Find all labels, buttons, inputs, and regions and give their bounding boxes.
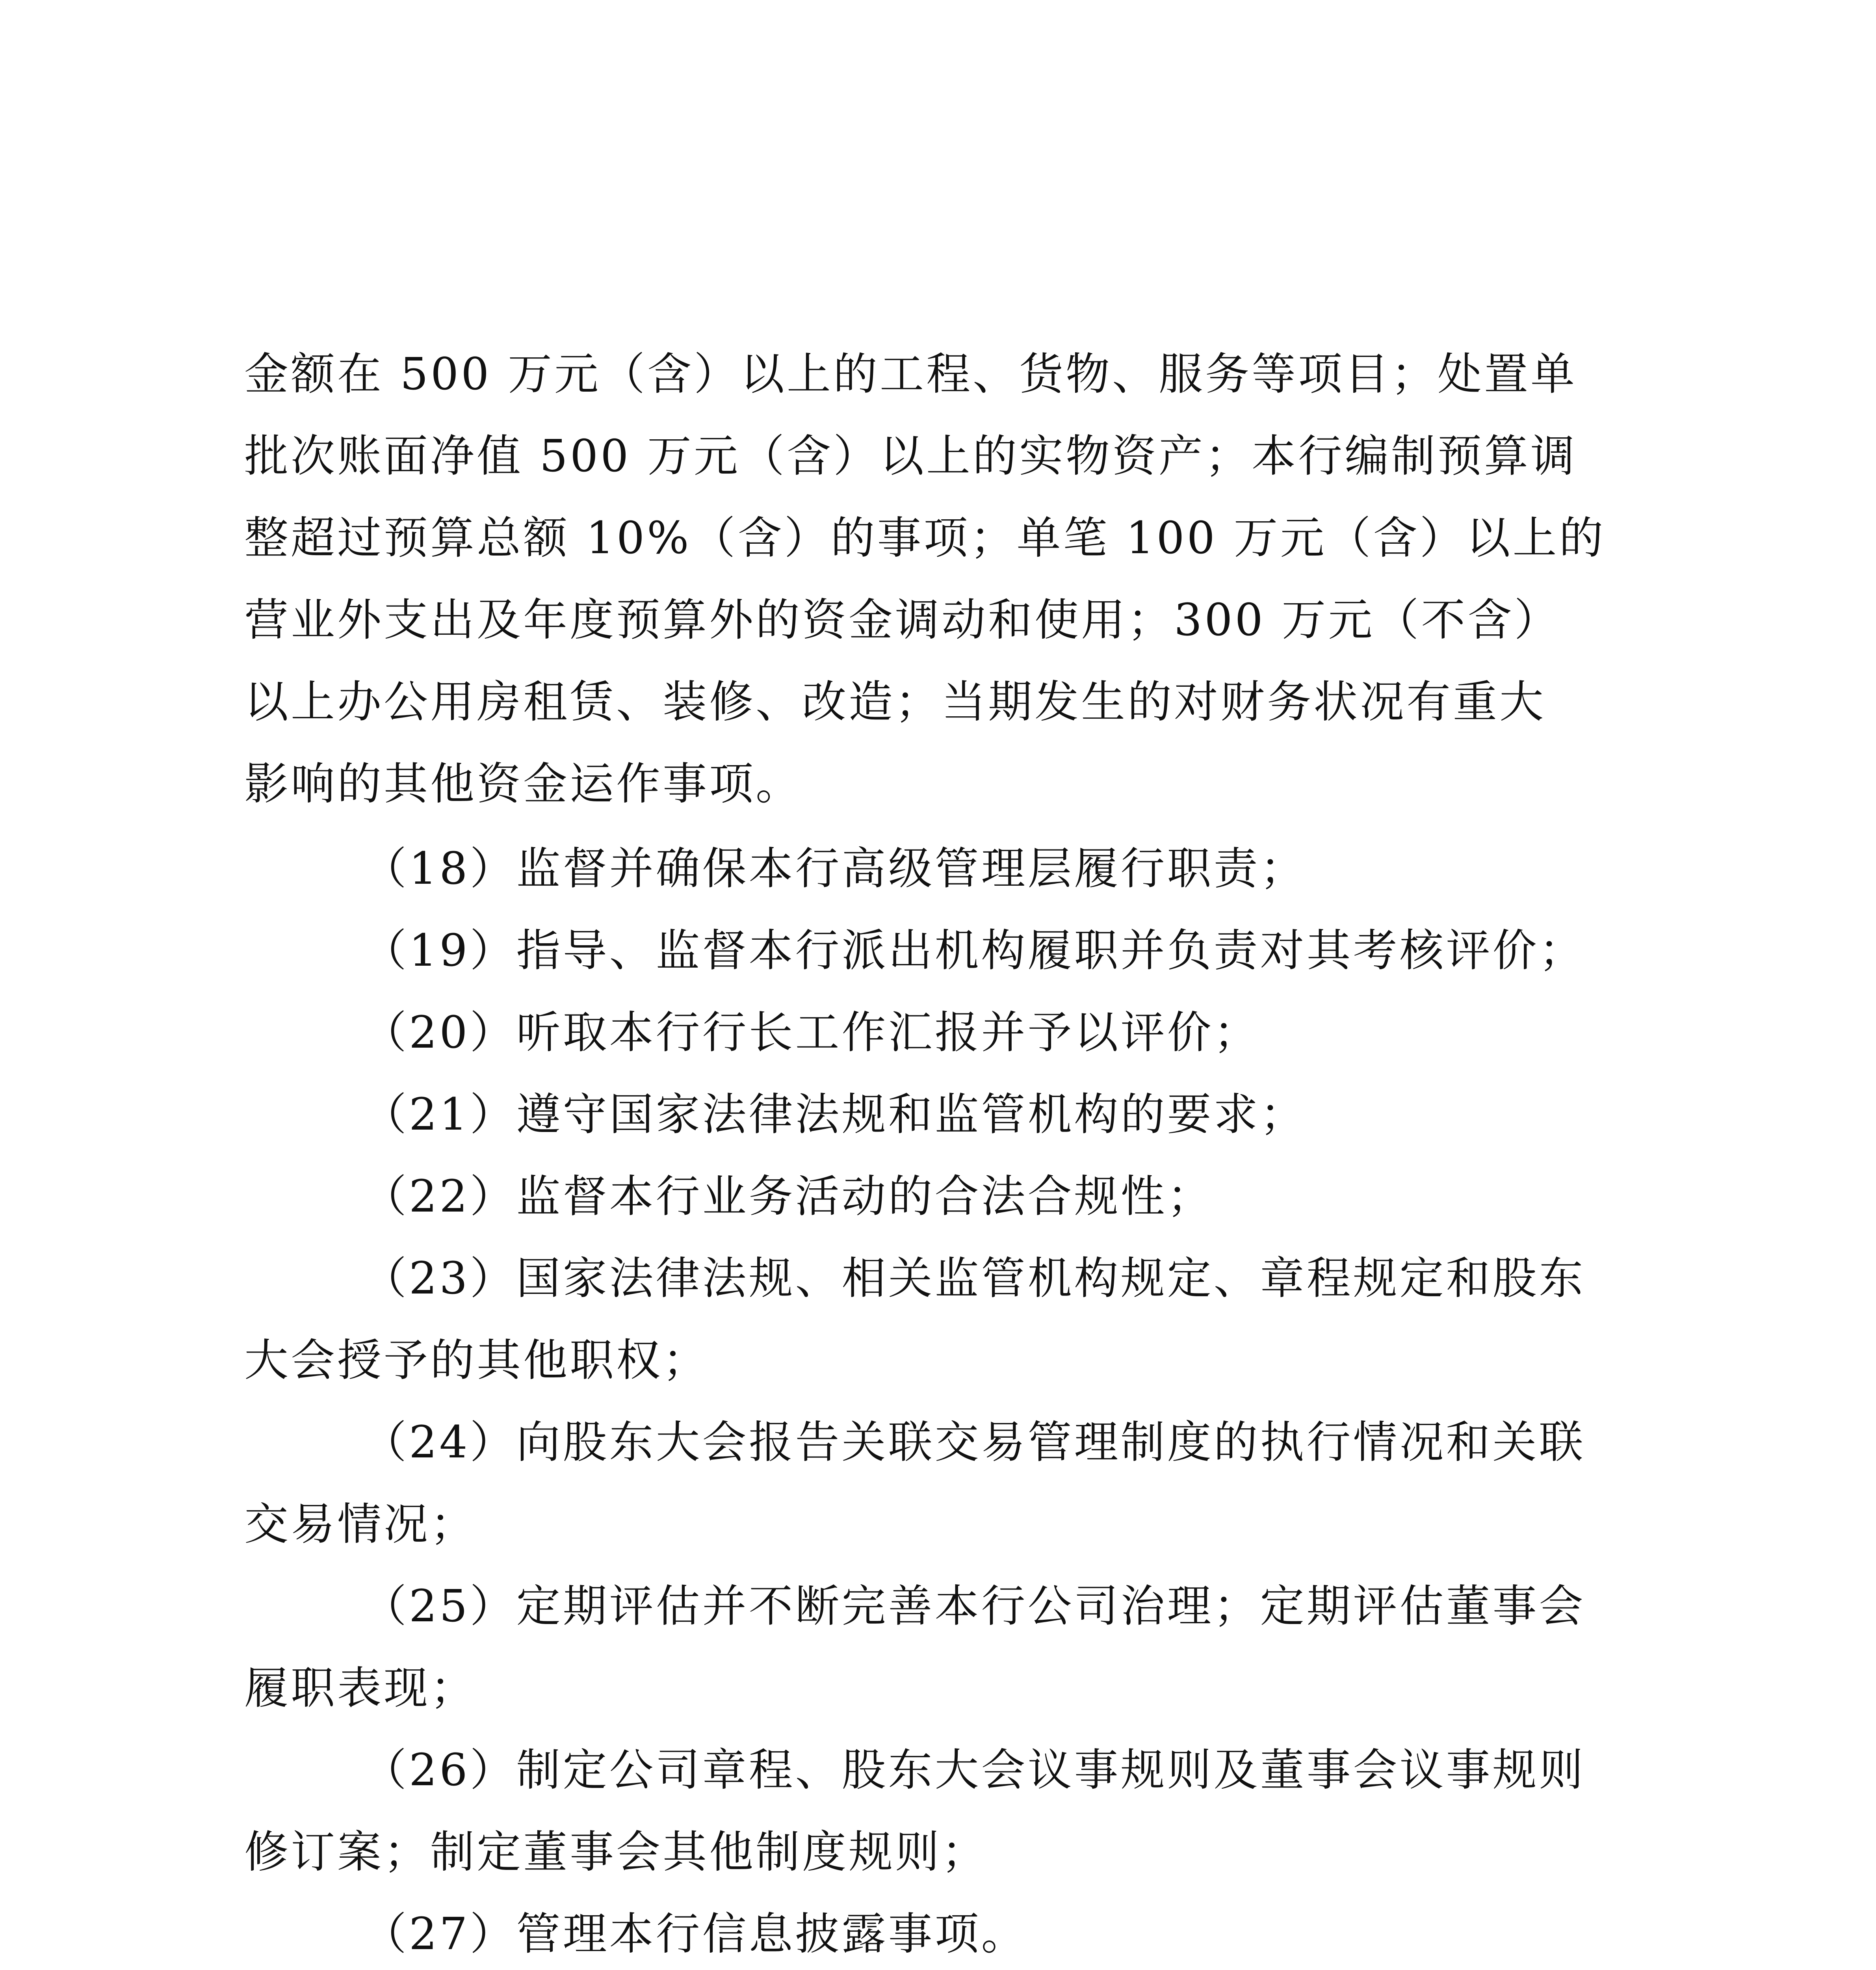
list-item-25-continued: 履职表现； <box>244 1663 477 1714</box>
list-item-26-continued: 修订案；制定董事会其他制度规则； <box>244 1827 988 1878</box>
list-item-20: （20）听取本行行长工作汇报并予以评价； <box>362 1007 1260 1058</box>
list-item-26: （26）制定公司章程、股东大会议事规则及董事会议事规则 <box>362 1745 1586 1796</box>
list-item-24-continued: 交易情况； <box>244 1499 477 1550</box>
text-line: 以上办公用房租赁、装修、改造；当期发生的对财务状况有重大 <box>244 676 1546 728</box>
list-item-19: （19）指导、监督本行派出机构履职并负责对其考核评价； <box>362 925 1586 976</box>
text-line: 批次账面净值 500 万元（含）以上的实物资产；本行编制预算调 <box>244 431 1577 482</box>
list-item-21: （21）遵守国家法律法规和监管机构的要求； <box>362 1089 1307 1140</box>
text-line: 营业外支出及年度预算外的资金调动和使用；300 万元（不含） <box>244 595 1561 646</box>
text-line: 影响的其他资金运作事项。 <box>244 758 802 810</box>
list-item-18: （18）监督并确保本行高级管理层履行职责； <box>362 843 1307 894</box>
list-item-27: （27）管理本行信息披露事项。 <box>362 1909 1028 1960</box>
text-line: 金额在 500 万元（含）以上的工程、货物、服务等项目；处置单 <box>244 349 1577 400</box>
list-item-24: （24）向股东大会报告关联交易管理制度的执行情况和关联 <box>362 1417 1586 1468</box>
text-line: 整超过预算总额 10%（含）的事项；单笔 100 万元（含）以上的 <box>244 513 1606 564</box>
list-item-25: （25）定期评估并不断完善本行公司治理；定期评估董事会 <box>362 1581 1586 1632</box>
list-item-23-continued: 大会授予的其他职权； <box>244 1335 709 1386</box>
list-item-22: （22）监督本行业务活动的合法合规性； <box>362 1171 1214 1222</box>
list-item-23: （23）国家法律法规、相关监管机构规定、章程规定和股东 <box>362 1253 1586 1304</box>
